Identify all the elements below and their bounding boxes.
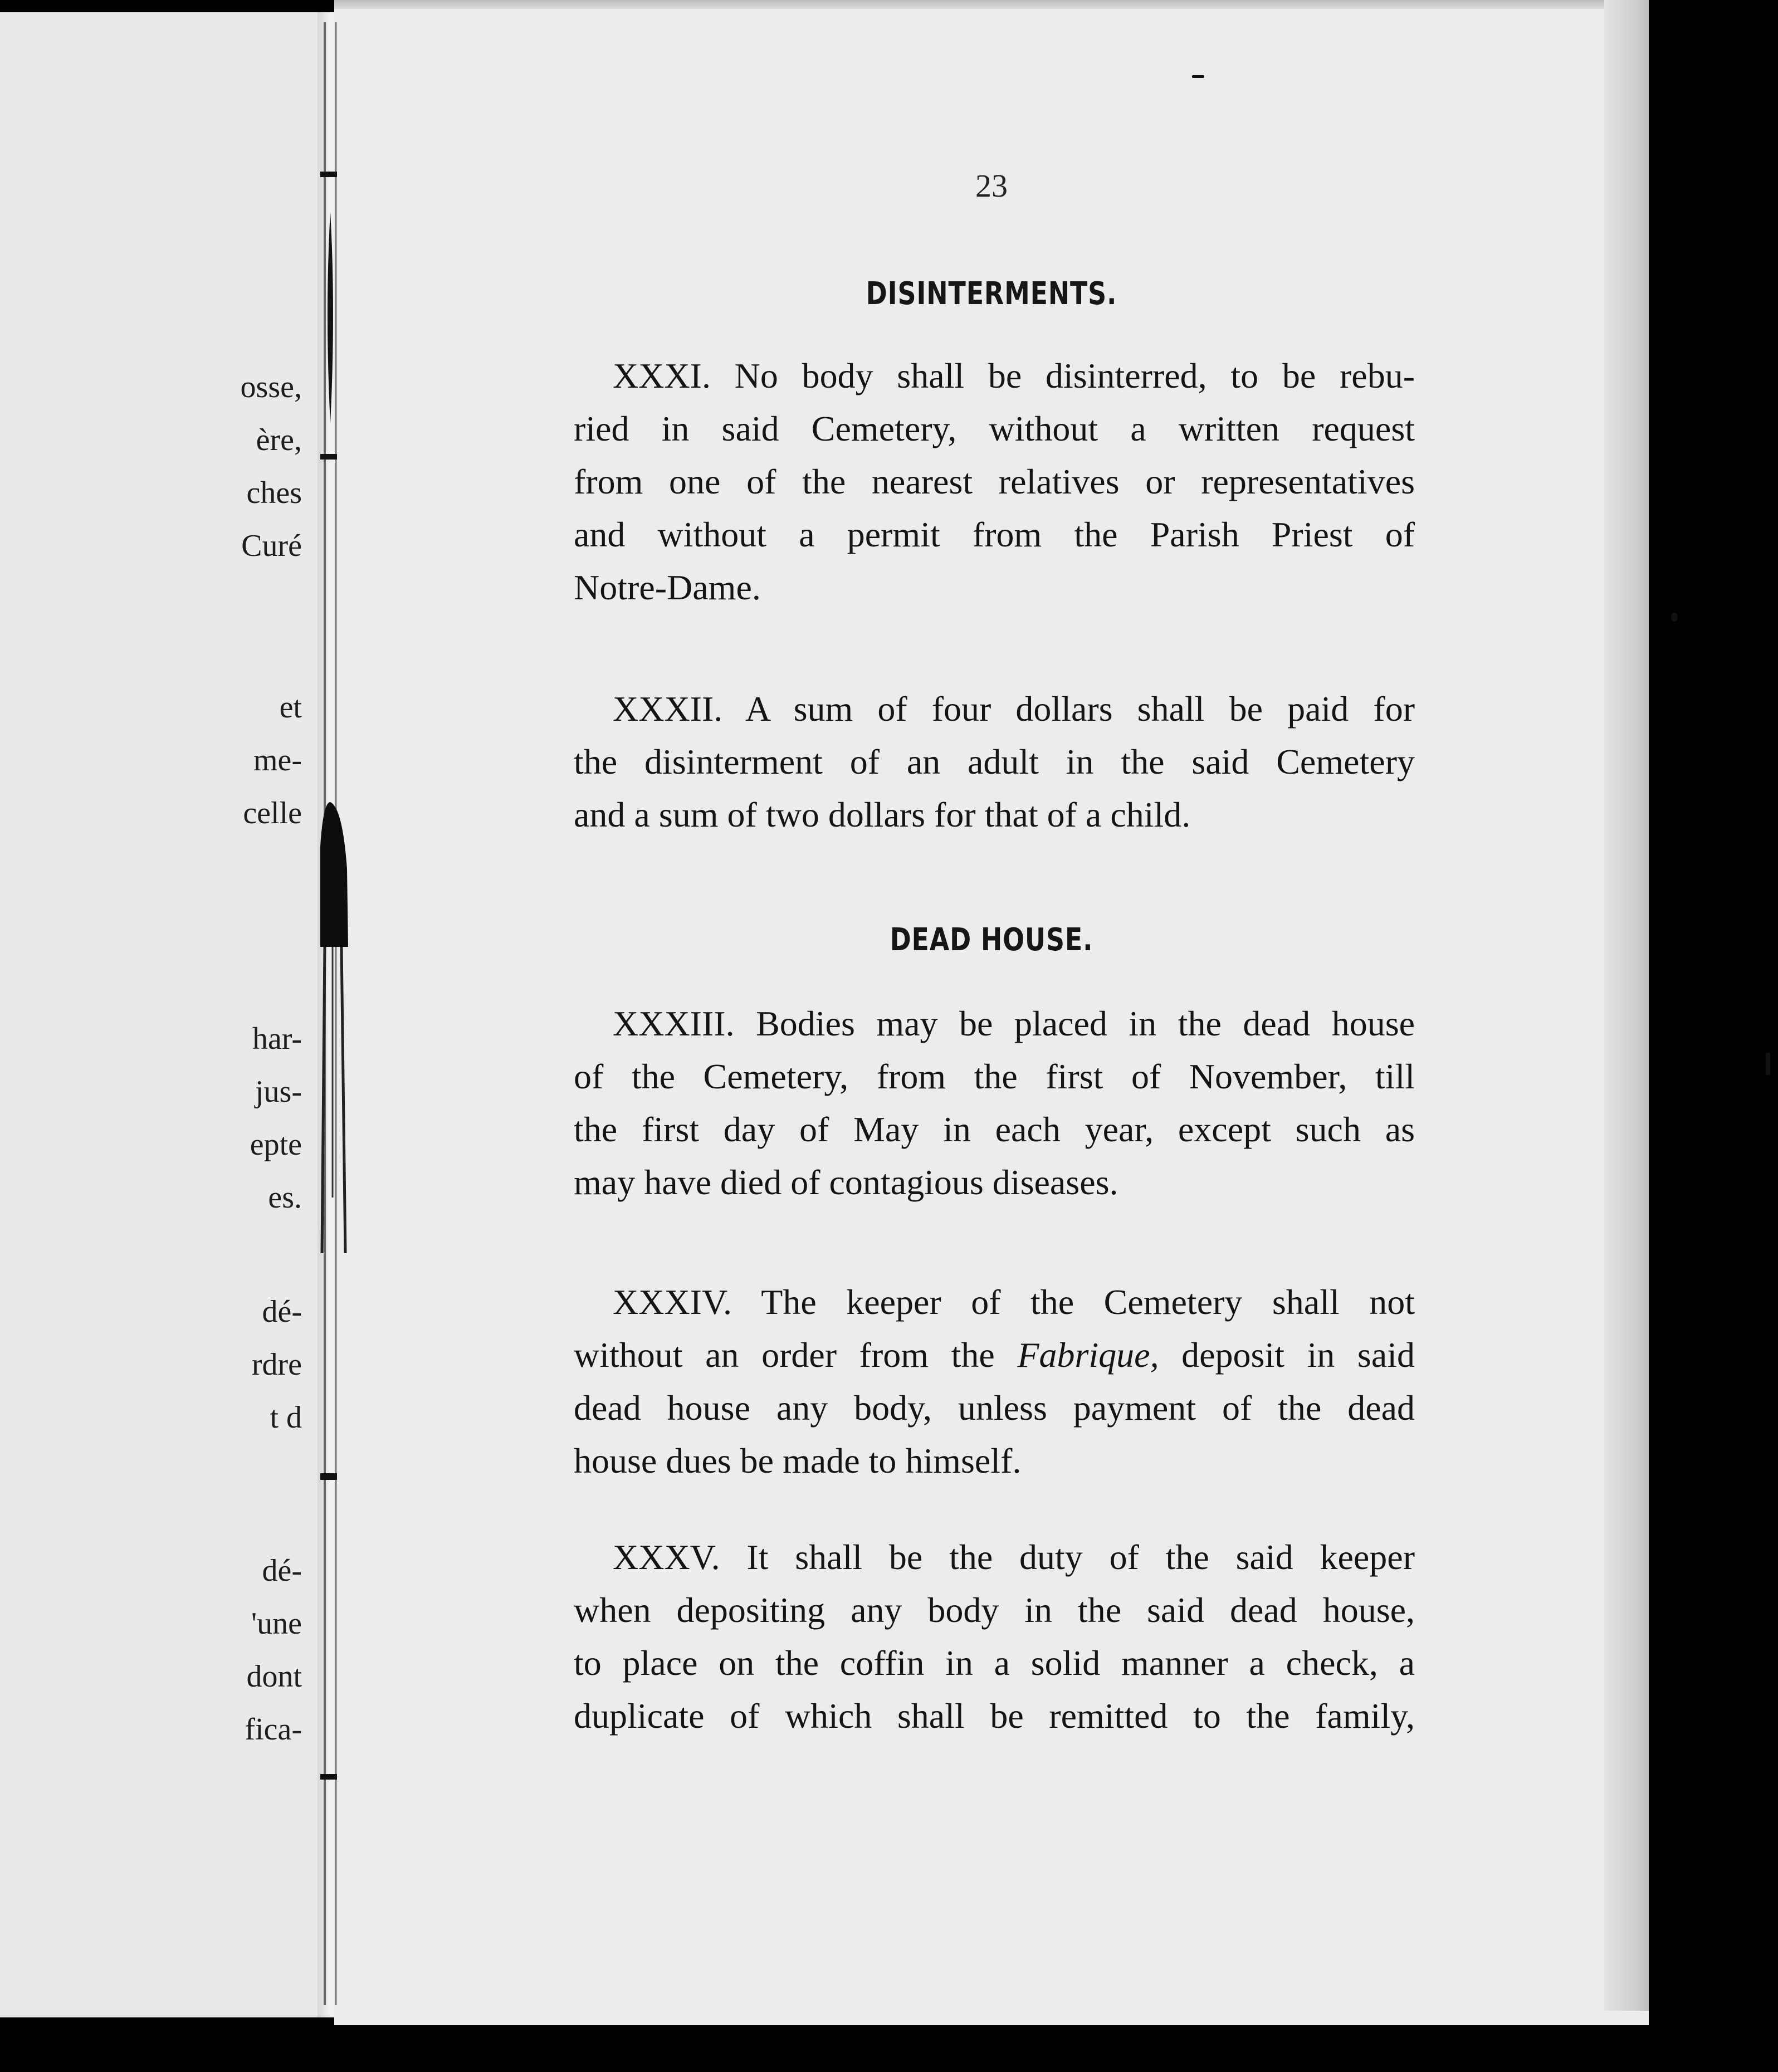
article-line: XXXIII. Bodies may be placed in the dead house (613, 1004, 1415, 1043)
left-page-fragment: me- (253, 743, 302, 778)
left-page-fragment: ches (246, 476, 302, 510)
article-line: XXXI. No body shall be disinterred, to be rebu- (613, 356, 1415, 395)
article-line: XXXV. It shall be the duty of the said keeper (613, 1537, 1415, 1577)
left-page-fragment: t d (270, 1400, 302, 1435)
article-line: of the Cemetery, from the first of November, till (574, 1057, 1415, 1096)
page-fore-edge (1604, 0, 1649, 2011)
article-line: and without a permit from the Parish Priest of (574, 515, 1415, 554)
article-line: XXXIV. The keeper of the Cemetery shall not (613, 1282, 1415, 1322)
left-page-fragment: dont (246, 1659, 302, 1694)
left-facing-page (0, 12, 318, 2017)
article-xxxi (574, 349, 1415, 614)
left-page-fragment: Curé (241, 529, 302, 563)
left-page-fragment: jus- (255, 1074, 302, 1109)
article-xxxiv (574, 1276, 1415, 1487)
article-line: ried in said Cemetery, without a written request (574, 409, 1415, 448)
article-line (574, 1328, 1415, 1381)
article-line: Notre-Dame. (574, 568, 761, 607)
left-page-fragment: har- (252, 1022, 302, 1056)
article-line: house dues be made to himself. (574, 1441, 1022, 1480)
article-xxxv (574, 1531, 1415, 1742)
article-line: XXXII. A sum of four dollars shall be paid for (613, 689, 1415, 729)
left-page-fragment: dé- (262, 1294, 302, 1329)
scan-speck (1192, 75, 1204, 78)
article-line: the first day of May in each year, except such as (574, 1110, 1415, 1149)
scan-speck (1766, 1053, 1770, 1075)
left-page-fragment: celle (243, 796, 302, 830)
left-page-fragment: 'une (251, 1606, 302, 1641)
article-line: duplicate of which shall be remitted to the family, (574, 1696, 1415, 1736)
fabrique-italic: Fabrique, (1017, 1335, 1159, 1375)
article-xxxii (574, 682, 1415, 841)
article-line-part: deposit in said (1159, 1335, 1415, 1375)
article-line: the disinterment of an adult in the said Cemetery (574, 742, 1415, 781)
article-line: when depositing any body in the said dead house, (574, 1590, 1415, 1630)
binding-thread-icon (320, 0, 370, 2072)
article-line-part: without an order from the (574, 1335, 1018, 1375)
left-page-fragment: es. (268, 1180, 302, 1215)
article-line: from one of the nearest relatives or representatives (574, 462, 1415, 501)
left-page-fragment: rdre (251, 1347, 302, 1382)
article-line: to place on the coffin in a solid manner a check, a (574, 1643, 1415, 1683)
left-page-fragment: ère, (256, 423, 302, 457)
left-page-fragment: dé- (262, 1553, 302, 1588)
scan-speck (1671, 613, 1678, 622)
article-line: dead house any body, unless payment of the dead (574, 1388, 1415, 1428)
page-number: 23 (975, 168, 1008, 204)
left-page-fragment: epte (250, 1127, 302, 1162)
left-page-fragment: et (279, 690, 302, 725)
article-line: and a sum of two dollars for that of a child. (574, 795, 1191, 834)
article-line: may have died of contagious diseases. (574, 1162, 1118, 1202)
left-page-fragment: osse, (240, 370, 302, 404)
article-xxxiii (574, 997, 1415, 1209)
section-heading-disinterments: DISINTERMENTS. (866, 276, 1117, 312)
section-heading-dead-house: DEAD HOUSE. (890, 922, 1093, 958)
left-page-fragment: fica- (245, 1712, 302, 1747)
